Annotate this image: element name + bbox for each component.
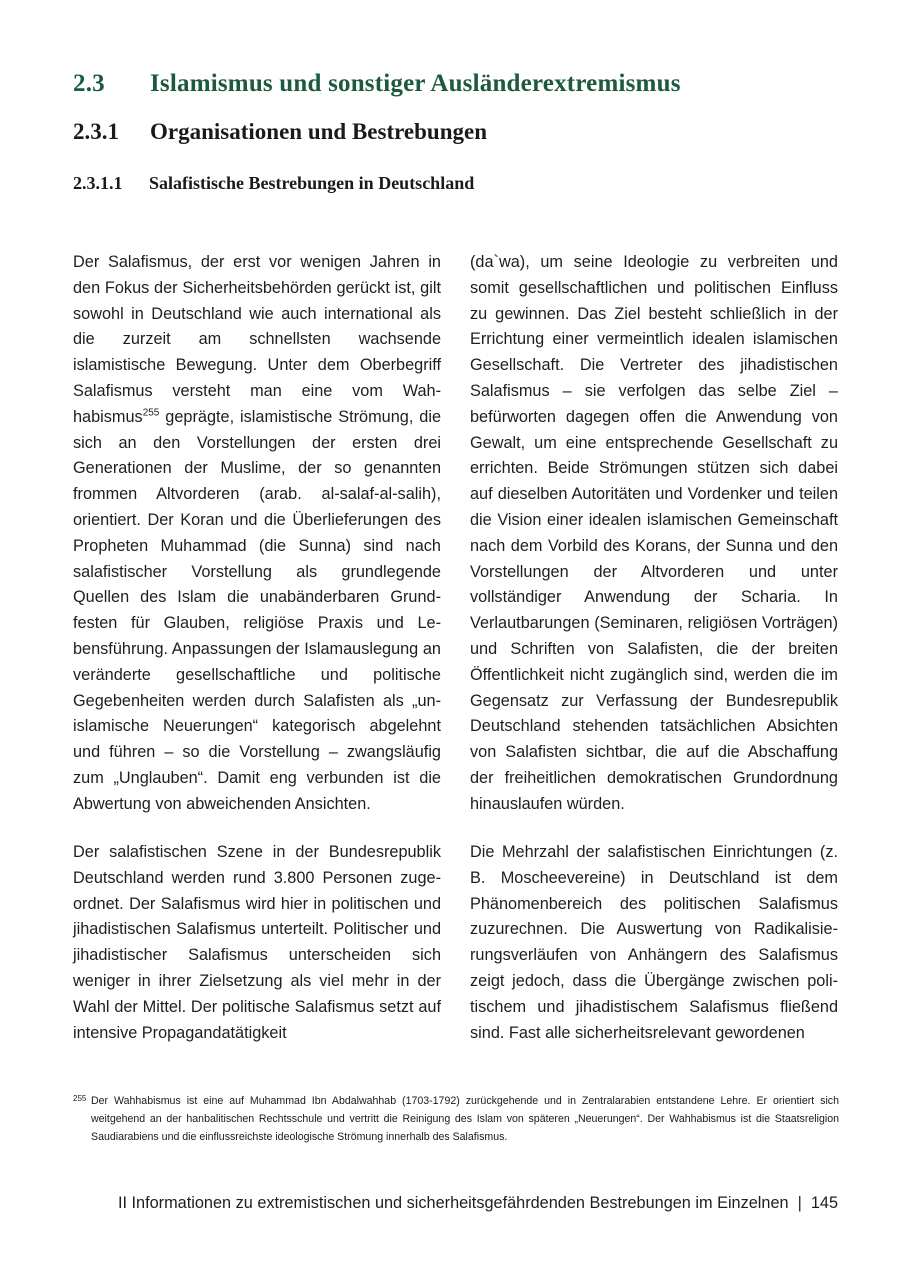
section-heading-2-3 xyxy=(73,70,681,98)
paragraph-text: Der Salafismus, der erst vor wenigen Jahren in den Fokus der Sicherheitsbehörden gerückt ist, gilt sowohl in Deutschland wie auch international als die zurzeit am schnellsten wachsende islamistische Bewegung. Unter dem Oberbegriff Salafismus versteht man eine vom Wahhabismus xyxy=(73,253,441,426)
body-paragraph: (da`wa), um seine Ideologie zu verbreiten und somit gesellschaftlichen und politischen Einfluss zu gewinnen. Das Ziel besteht schließlich in der Errichtung einer vermeintlich idealen islamischen Gesellschaft. Die Vertreter des jihadistischen Salafismus – sie verfolgen das selbe Ziel – befürworten dagegen offen die Anwendung von Gewalt, um eine entsprechende Gesellschaft zu errichten. Beide Strömungen stützen sich dabei auf dieselben Autoritäten und Vordenker und teilen die Vision einer idealen islamischen Gemeinschaft nach dem Vorbild des Korans, der Sunna und den Vorstellungen der Altvorderen und unter vollständiger Anwendung der Scharia. In Verlautbarungen (Seminaren, religiösen Vorträgen) und Schriften von Salafisten, die der breiten Öffentlichkeit nicht zugänglich sind, werden die im Gegensatz zur Verfassung der Bundesrepublik Deutschland stehenden tatsächlichen Absichten von Salafisten sichtbar, die auf die Abschaffung der freiheitlichen demokratischen Grundordnung hinauslaufen würden. xyxy=(470,253,838,813)
subsection-title: Organisationen und Bestrebungen xyxy=(150,119,487,144)
footnote xyxy=(73,1092,839,1146)
subsection-heading-2-3-1 xyxy=(73,119,487,145)
body-paragraph xyxy=(73,250,441,818)
subsubsection-title: Salafistische Bestrebungen in Deutschland xyxy=(149,173,475,193)
section-title: Islamismus und sonstiger Ausländerextremismus xyxy=(150,70,681,97)
page-number: 145 xyxy=(810,1194,838,1212)
section-number: 2.3 xyxy=(73,70,105,97)
footnote-text: Der Wahhabismus ist eine auf Muhammad Ibn Abdalwahhab (1703-1792) zurückgehende und in Zentralarabien entstandene Lehre. Er orientiert sich weitgehend an der hanbalitischen Rechtsschule und vertritt die Reinigung des Islam von späteren „Neuerungen“. Der Wahhabismus ist die Staatsreligion Saudiarabiens und die einflussreichste ideologische Strömung innerhalb des Salafismus. xyxy=(91,1095,839,1143)
footnote-marker: 255 xyxy=(73,1094,87,1103)
left-text-column xyxy=(73,250,441,1042)
running-footer-title: II Informationen zu extremistischen und sicherheitsgefährdenden Bestrebungen im Einzelnen xyxy=(117,1194,789,1212)
page-footer xyxy=(118,1194,838,1213)
paragraph-text: geprägte, islamistische Strömung, die sich an den Vorstellungen der ersten drei Generationen der Muslime, der so genannten frommen Altvorderen (arab. al-salaf-al-salih), orientiert. Der Koran und die Überlieferungen des Propheten Muhammad (die Sunna) sind nach salafistischer Vorstellung als grundlegende Quellen des Islam die unabänderbaren Grundfesten für Glauben, religiöse Praxis und Lebensführung. Anpassungen der Islamauslegung an veränderte gesellschaftliche und politische Gegebenheiten werden durch Salafisten als „unislamische Neuerungen“ kategorisch abgelehnt und führen – so die Vorstellung – zwangsläufig zum „Unglauben“. Damit eng verbunden ist die Abwertung von abweichenden Ansichten. xyxy=(73,407,441,813)
subsubsection-heading-2-3-1-1 xyxy=(73,173,474,194)
body-paragraph: Die Mehrzahl der salafistischen Einrichtungen (z. B. Moscheevereine) in Deutschland ist dem Phänomenbereich des politischen Salafismus zuzurechnen. Die Auswertung von Radikalisierungsverläufen von Anhängern des Salafismus zeigt jedoch, dass die Übergänge zwischen politischem und jihadistischem Salafismus fließend sind. Fast alle sicherheitsrelevant gewordenen xyxy=(470,843,838,1042)
footer-separator: | xyxy=(797,1194,802,1212)
subsubsection-number: 2.3.1.1 xyxy=(73,173,123,193)
right-text-column xyxy=(470,250,838,1042)
subsection-number: 2.3.1 xyxy=(73,119,119,144)
footnote-reference[interactable]: 255 xyxy=(142,407,160,419)
body-paragraph: Der salafistischen Szene in der Bundesrepublik Deutschland werden rund 3.800 Personen zugeordnet. Der Salafismus wird hier in politischen und jihadistischen Salafismus unterteilt. Politischer und jihadistischer Salafismus unterscheiden sich weniger in ihrer Zielsetzung als viel mehr in der Wahl der Mittel. Der politische Salafismus setzt auf intensive Propagandatätigkeit xyxy=(73,843,441,1042)
